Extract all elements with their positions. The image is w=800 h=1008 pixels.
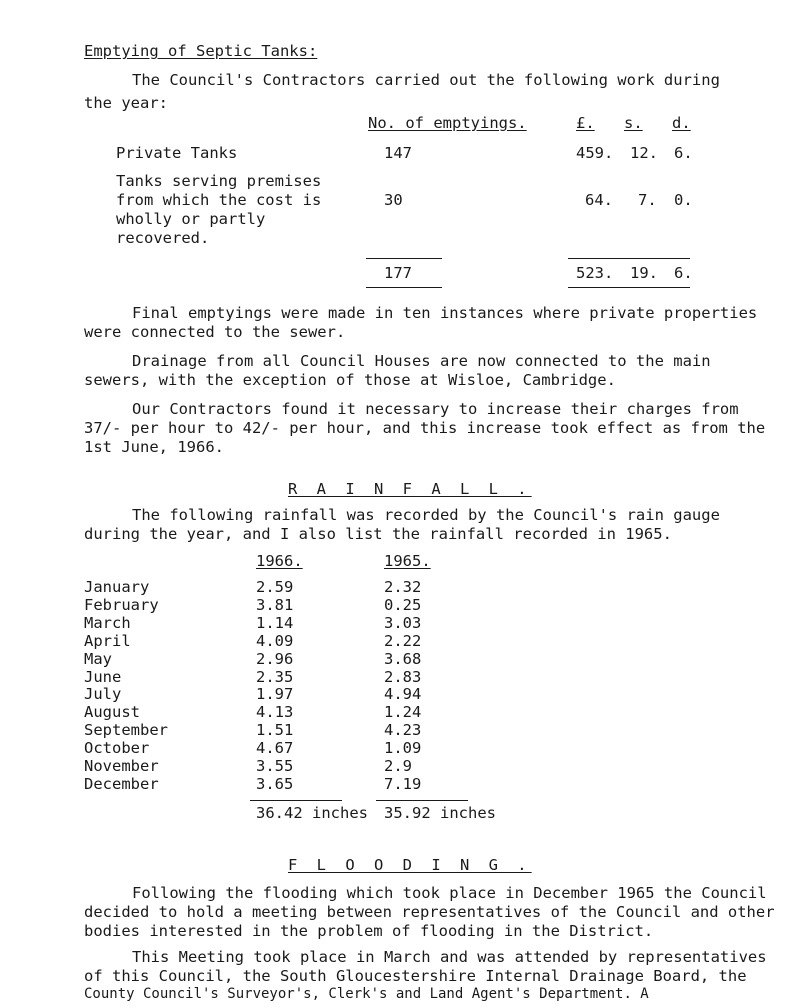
rainfall-intro-line-2: during the year, and I also list the rainfall recorded in 1965. bbox=[84, 525, 672, 543]
month-name: November bbox=[84, 757, 159, 775]
col-count-header: No. of emptyings. bbox=[368, 114, 527, 132]
row-shillings: 7. bbox=[638, 191, 657, 209]
septic-intro-line-1: The Council's Contractors carried out the following work during bbox=[132, 71, 720, 89]
row-pounds: 459. bbox=[576, 144, 614, 162]
month-rainfall-1966: 1.14 bbox=[256, 614, 294, 632]
final-emptyings-line-1: Final emptyings were made in ten instances where private properties bbox=[132, 304, 758, 322]
total-pence: 6. bbox=[674, 264, 693, 282]
row-shillings: 12. bbox=[630, 144, 658, 162]
col-1966-header: 1966. bbox=[256, 552, 303, 570]
count-total-rule bbox=[366, 258, 442, 259]
flooding-p2-line-3: County Council's Surveyor's, Clerk's and Land Agent's Department. A bbox=[84, 986, 649, 1002]
month-rainfall-1965: 1.24 bbox=[384, 703, 422, 721]
contractors-line-2: 37/- per hour to 42/- per hour, and this increase took effect as from the bbox=[84, 419, 766, 437]
month-rainfall-1965: 3.03 bbox=[384, 614, 422, 632]
flooding-p2-line-1: This Meeting took place in March and was attended by representatives bbox=[132, 948, 767, 966]
flooding-p2-line-2: of this Council, the South Gloucestershire Internal Drainage Board, the bbox=[84, 967, 747, 985]
month-name: December bbox=[84, 775, 159, 793]
row-label: recovered. bbox=[116, 229, 210, 247]
rainfall-1966-rule bbox=[250, 800, 342, 801]
flooding-p1-line-3: bodies interested in the problem of flooding in the District. bbox=[84, 922, 654, 940]
month-rainfall-1966: 1.97 bbox=[256, 685, 294, 703]
count-total-double-rule bbox=[366, 287, 442, 288]
month-name: March bbox=[84, 614, 131, 632]
month-rainfall-1965: 7.19 bbox=[384, 775, 422, 793]
month-rainfall-1966: 2.59 bbox=[256, 578, 294, 596]
flooding-p1-line-2: decided to hold a meeting between representatives of the Council and other bbox=[84, 903, 775, 921]
month-name: September bbox=[84, 721, 168, 739]
contractors-line-3: 1st June, 1966. bbox=[84, 438, 224, 456]
month-rainfall-1966: 3.81 bbox=[256, 596, 294, 614]
total-count: 177 bbox=[384, 264, 412, 282]
septic-heading: Emptying of Septic Tanks: bbox=[84, 42, 318, 60]
month-rainfall-1965: 4.23 bbox=[384, 721, 422, 739]
row-pence: 0. bbox=[674, 191, 693, 209]
flooding-p1-line-1: Following the flooding which took place in December 1965 the Council bbox=[132, 884, 767, 902]
col-shillings-header: s. bbox=[624, 114, 643, 132]
rainfall-total-1965: 35.92 inches bbox=[384, 804, 496, 822]
col-pounds-header: £. bbox=[576, 114, 595, 132]
rainfall-intro-line-1: The following rainfall was recorded by the Council's rain gauge bbox=[132, 506, 720, 524]
row-label: Tanks serving premises bbox=[116, 172, 322, 190]
row-count: 147 bbox=[384, 144, 412, 162]
drainage-line-1: Drainage from all Council Houses are now connected to the main bbox=[132, 352, 711, 370]
month-name: May bbox=[84, 650, 112, 668]
final-emptyings-line-2: were connected to the sewer. bbox=[84, 323, 346, 341]
month-name: June bbox=[84, 668, 122, 686]
money-total-double-rule bbox=[568, 287, 690, 288]
month-rainfall-1966: 4.67 bbox=[256, 739, 294, 757]
month-name: July bbox=[84, 685, 122, 703]
month-rainfall-1966: 2.96 bbox=[256, 650, 294, 668]
month-rainfall-1966: 4.09 bbox=[256, 632, 294, 650]
month-rainfall-1965: 2.32 bbox=[384, 578, 422, 596]
month-rainfall-1966: 1.51 bbox=[256, 721, 294, 739]
drainage-line-2: sewers, with the exception of those at Wisloe, Cambridge. bbox=[84, 371, 616, 389]
contractors-line-1: Our Contractors found it necessary to increase their charges from bbox=[132, 400, 739, 418]
month-name: February bbox=[84, 596, 159, 614]
month-rainfall-1965: 2.83 bbox=[384, 668, 422, 686]
total-shillings: 19. bbox=[630, 264, 658, 282]
month-name: April bbox=[84, 632, 131, 650]
month-rainfall-1966: 3.65 bbox=[256, 775, 294, 793]
money-total-rule bbox=[568, 258, 690, 259]
rainfall-total-1966: 36.42 inches bbox=[256, 804, 368, 822]
month-rainfall-1965: 2.9 bbox=[384, 757, 412, 775]
month-rainfall-1966: 4.13 bbox=[256, 703, 294, 721]
month-rainfall-1965: 3.68 bbox=[384, 650, 422, 668]
col-pence-header: d. bbox=[672, 114, 691, 132]
col-1965-header: 1965. bbox=[384, 552, 431, 570]
month-name: October bbox=[84, 739, 150, 757]
row-label: Private Tanks bbox=[116, 144, 238, 162]
month-rainfall-1965: 2.22 bbox=[384, 632, 422, 650]
row-pence: 6. bbox=[674, 144, 693, 162]
month-rainfall-1965: 4.94 bbox=[384, 685, 422, 703]
month-name: August bbox=[84, 703, 140, 721]
month-name: January bbox=[84, 578, 150, 596]
month-rainfall-1966: 2.35 bbox=[256, 668, 294, 686]
month-rainfall-1965: 1.09 bbox=[384, 739, 422, 757]
septic-intro-line-2: the year: bbox=[84, 94, 168, 112]
month-rainfall-1965: 0.25 bbox=[384, 596, 422, 614]
row-pounds: 64. bbox=[585, 191, 613, 209]
row-count: 30 bbox=[384, 191, 403, 209]
total-pounds: 523. bbox=[576, 264, 614, 282]
row-label: from which the cost is bbox=[116, 191, 322, 209]
month-rainfall-1966: 3.55 bbox=[256, 757, 294, 775]
row-label: wholly or partly bbox=[116, 210, 266, 228]
rainfall-1965-rule bbox=[376, 800, 468, 801]
flooding-heading: F L O O D I N G . bbox=[288, 856, 532, 874]
rainfall-heading: R A I N F A L L . bbox=[288, 480, 532, 498]
